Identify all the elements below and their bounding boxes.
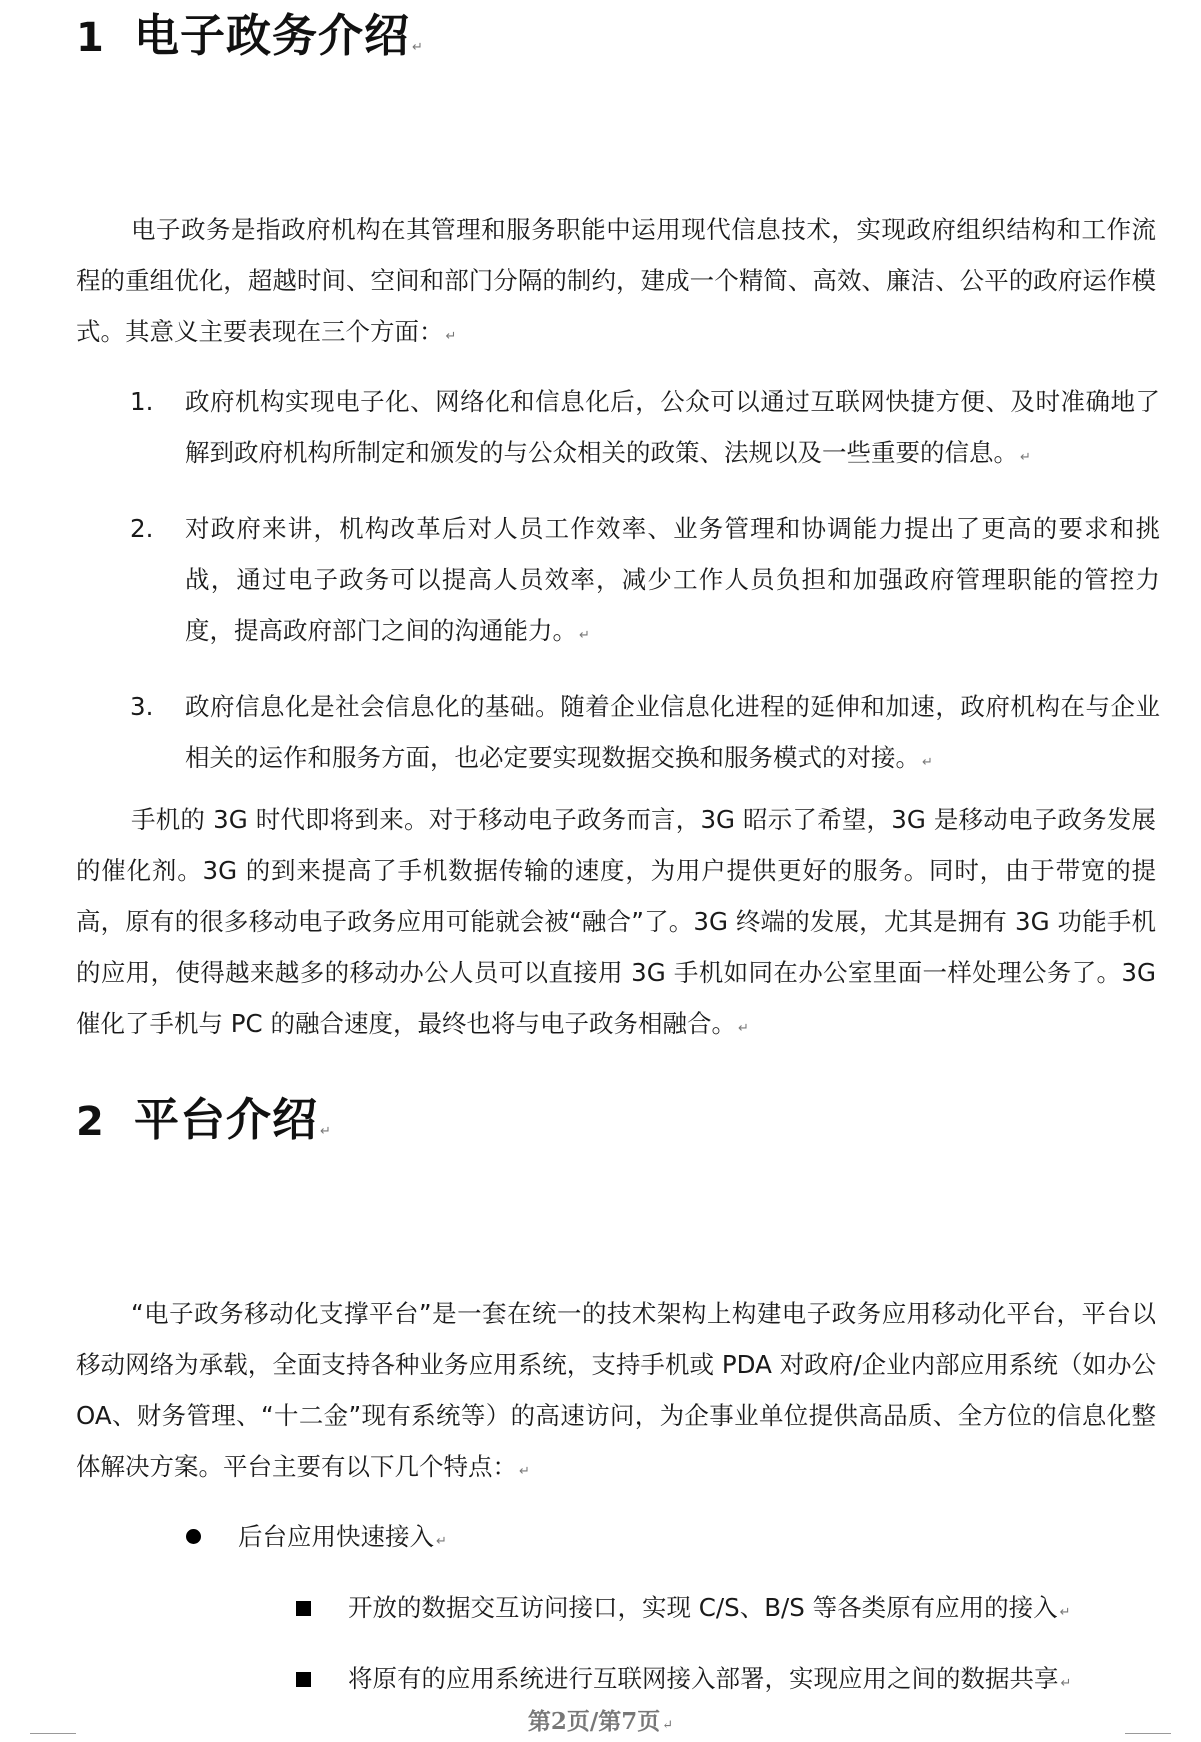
list-item-text: 政府机构实现电子化、网络化和信息化后，公众可以通过互联网快捷方便、及时准确地了解到政府机构所制定和颁发的与公众相关的政策、法规以及一些重要的信息。: [185, 387, 1160, 467]
bullet-square-icon: [296, 1601, 311, 1616]
paragraph-mark: ↵: [1060, 1676, 1072, 1691]
list-item: [130, 503, 1160, 661]
list-item-number: 2.: [130, 514, 154, 543]
paragraph-mark: ↵: [662, 1718, 674, 1733]
paragraph-mark: ↵: [436, 1534, 447, 1549]
list-item-text: 政府信息化是社会信息化的基础。随着企业信息化进程的延伸和加速，政府机构在与企业相关的运作和服务方面，也必定要实现数据交换和服务模式的对接。: [185, 692, 1160, 772]
list-item-text: 对政府来讲，机构改革后对人员工作效率、业务管理和协调能力提出了更高的要求和挑战，通过电子政务可以提高人员效率，减少工作人员负担和加强政府管理职能的管控力度，提高政府部门之间的沟通能力。: [185, 514, 1160, 645]
page-number: 第2页/第7页: [527, 1708, 661, 1735]
list-item: [130, 681, 1160, 788]
section-1-intro: [76, 204, 1156, 362]
paragraph-mark: ↵: [320, 1124, 332, 1139]
list-item-number: 1.: [130, 387, 154, 416]
paragraph-mark: ↵: [1059, 1605, 1071, 1620]
section-1-numbered-list: [130, 376, 1160, 808]
section-1-paragraph-2: [76, 794, 1156, 1054]
section-1-heading: [76, 8, 424, 76]
paragraph-mark: ↵: [412, 40, 424, 55]
section-1-paragraph-2-text: 手机的 3G 时代即将到来。对于移动电子政务而言，3G 昭示了希望，3G 是移动电子政务发展的催化剂。3G 的到来提高了手机数据传输的速度，为用户提供更好的服务。同时，由于带宽的提高，原有的很多移动电子政务应用可能就会被“融合”了。3G 终端的发展，尤其是拥有 3G 功能手机的应用，使得越来越多的移动办公人员可以直接用 3G 手机如同在办公室里面一样处理公务了。3G 催化了手机与 PC 的融合速度，最终也将与电子政务相融合。: [76, 805, 1156, 1038]
section-1-intro-text: 电子政务是指政府机构在其管理和服务职能中运用现代信息技术，实现政府组织结构和工作流程的重组优化，超越时间、空间和部门分隔的制约，建成一个精简、高效、廉洁、公平的政府运作模式。其意义主要表现在三个方面：: [76, 215, 1156, 346]
section-2-number: 2: [76, 1099, 105, 1145]
section-2-heading: [76, 1092, 332, 1160]
section-2-intro-text: “电子政务移动化支撑平台”是一套在统一的技术架构上构建电子政务应用移动化平台，平台以移动网络为承载，全面支持各种业务应用系统，支持手机或 PDA 对政府/企业内部应用系统（如办公 OA、财务管理、“十二金”现有系统等）的高速访问，为企事业单位提供高品质、全方位的信息化整体解决方案。平台主要有以下几个特点：: [76, 1299, 1156, 1481]
bullet-dot-icon: [186, 1529, 201, 1544]
paragraph-mark: ↵: [737, 1021, 749, 1036]
section-2-title: 平台介绍: [134, 1093, 319, 1146]
section-2-intro: [76, 1288, 1156, 1497]
footer-divider-left: [30, 1733, 76, 1734]
paragraph-mark: ↵: [445, 329, 457, 344]
paragraph-mark: ↵: [1020, 450, 1031, 465]
paragraph-mark: ↵: [922, 755, 933, 770]
sub-bullet-item-text: 开放的数据交互访问接口，实现 C/S、B/S 等各类原有应用的接入: [348, 1593, 1058, 1622]
bullet-square-icon: [296, 1672, 311, 1687]
sub-bullet-item-text: 将原有的应用系统进行互联网接入部署，实现应用之间的数据共享: [348, 1664, 1059, 1693]
section-1-title: 电子政务介绍: [134, 9, 411, 62]
section-1-number: 1: [76, 15, 105, 61]
list-item: [130, 376, 1160, 483]
footer-divider-right: [1125, 1733, 1171, 1734]
paragraph-mark: ↵: [519, 1464, 530, 1479]
paragraph-mark: ↵: [579, 628, 590, 643]
list-item-number: 3.: [130, 692, 154, 721]
bullet-item-text: 后台应用快速接入: [238, 1522, 434, 1551]
